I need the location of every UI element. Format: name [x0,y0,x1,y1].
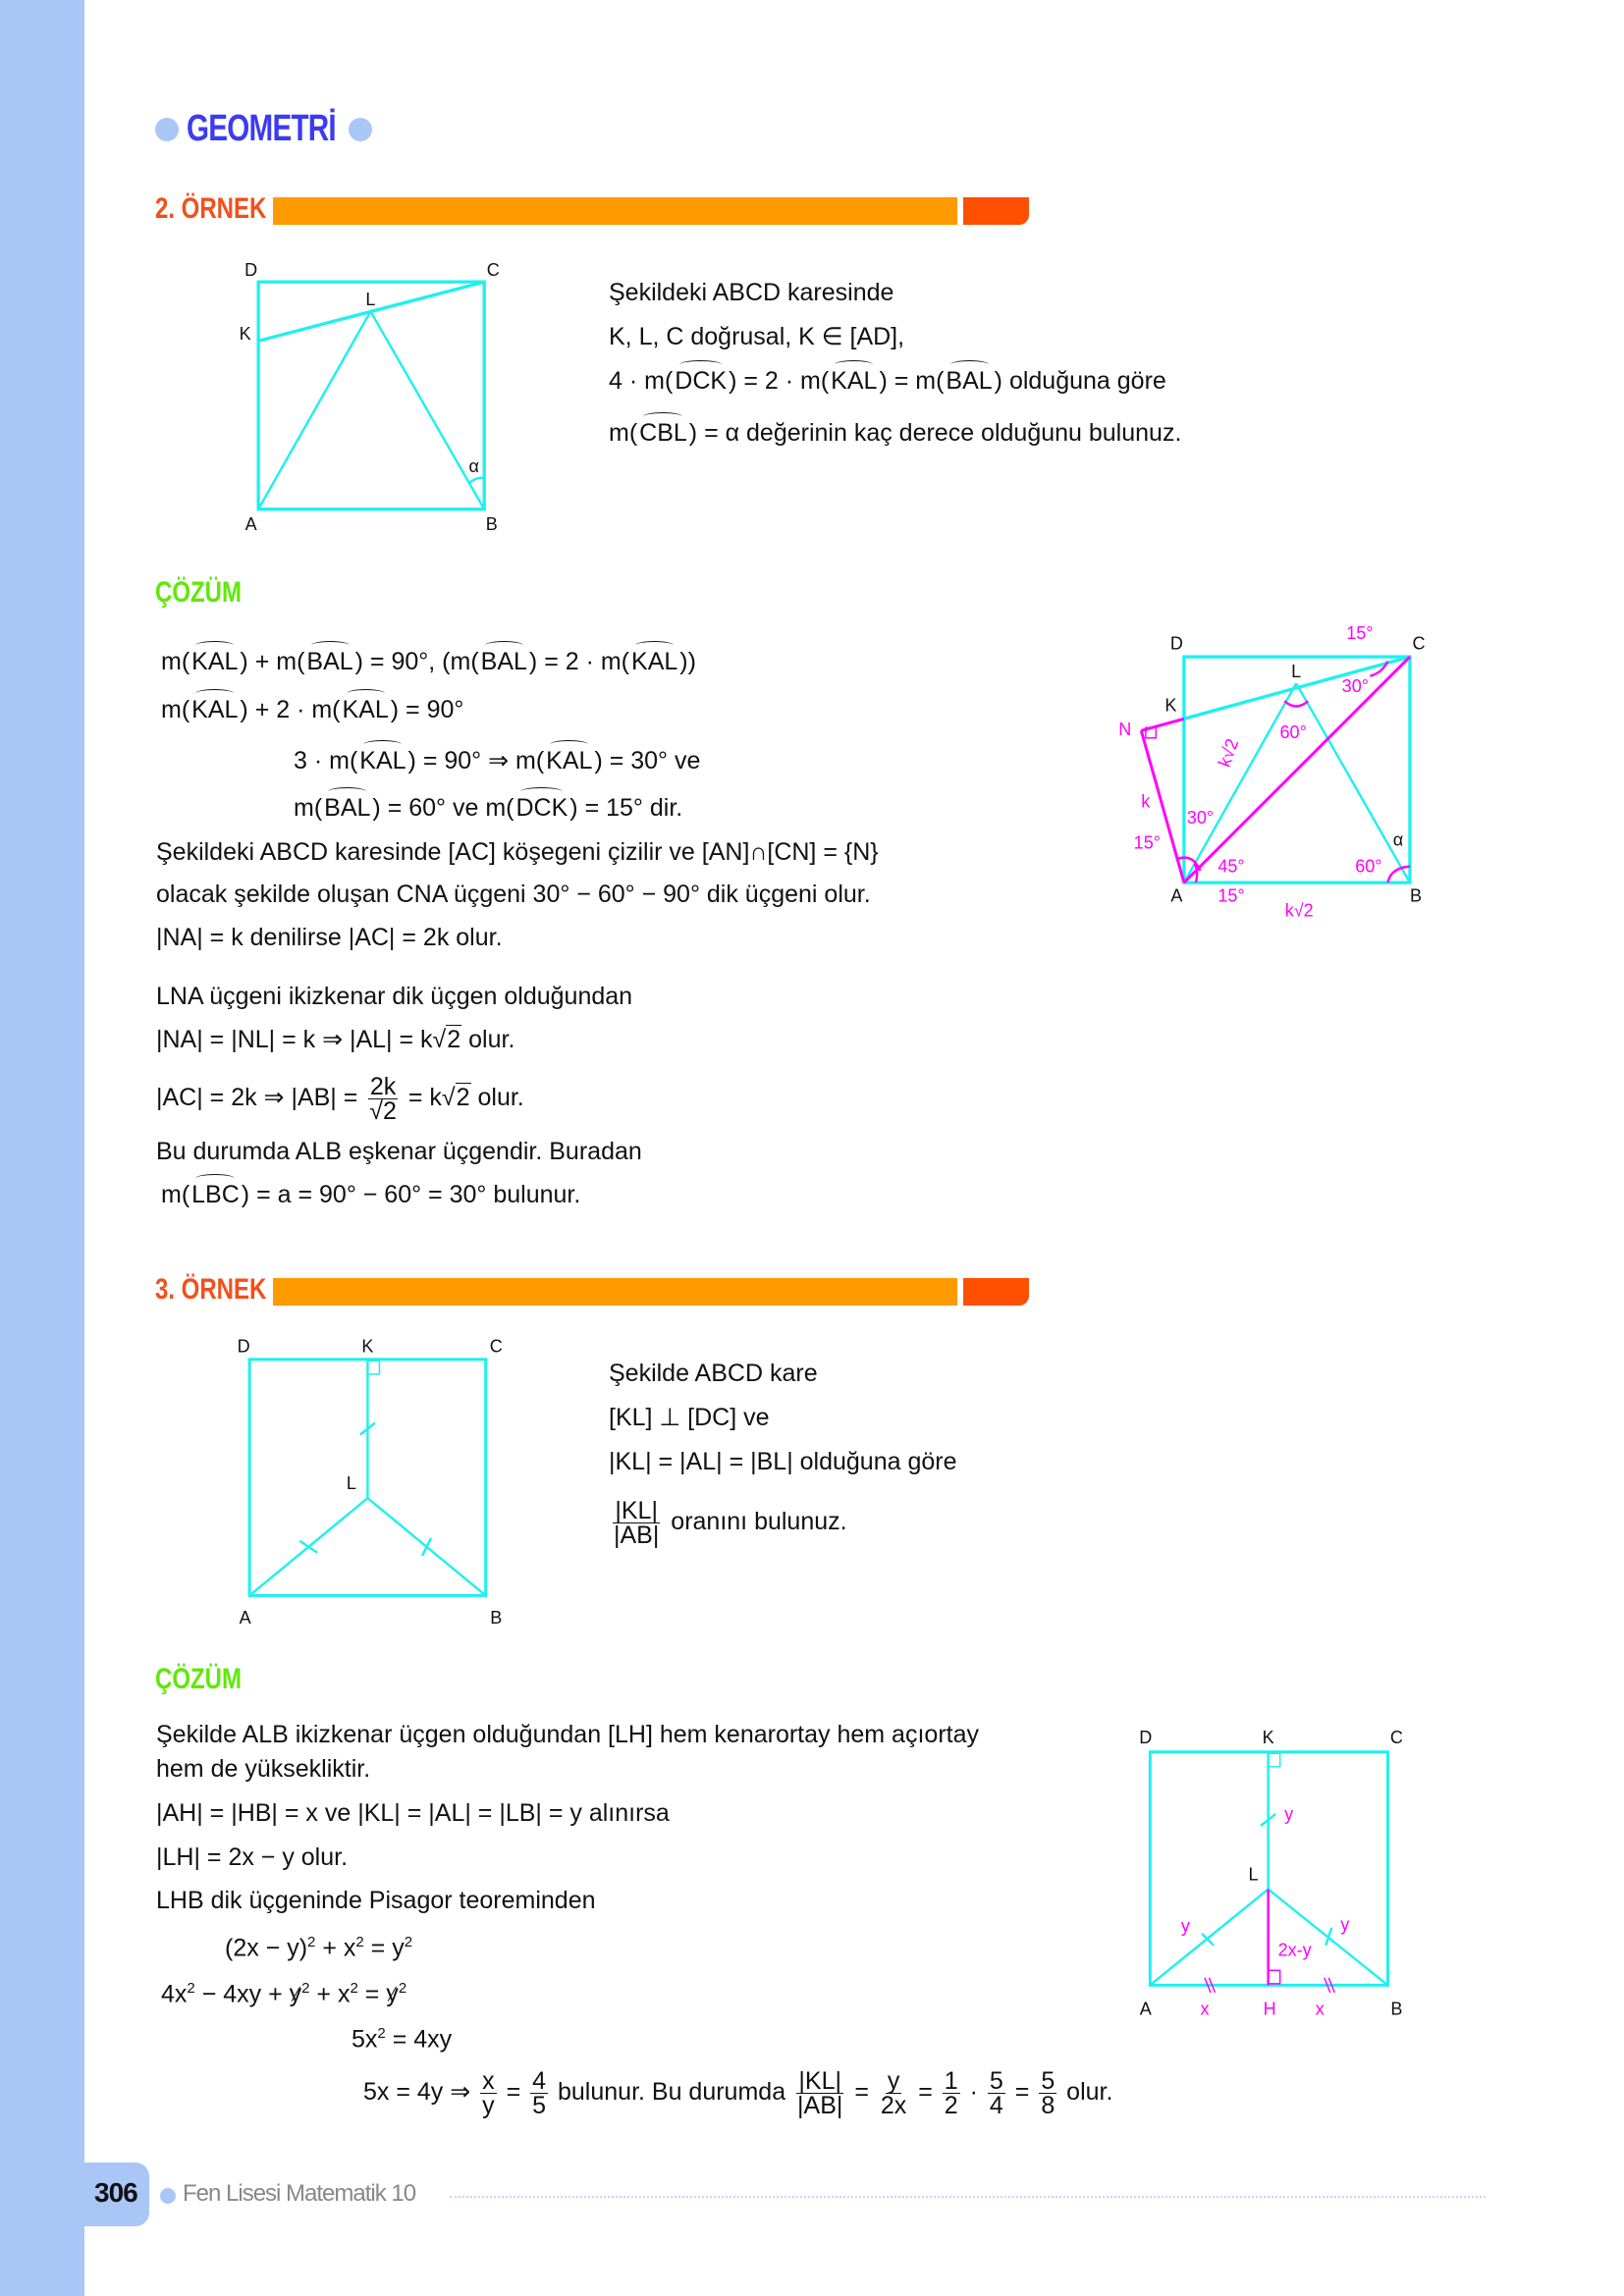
text-segment: oranını bulunuz. [664,1508,847,1536]
numerator: |KL| [798,2067,841,2095]
figure-solution-2 [1141,657,1410,882]
angle-arc-a [1176,858,1200,872]
angle-15-c: 15° [1346,623,1374,644]
example-bar [273,197,957,225]
fraction [879,2069,908,2117]
radical-sign: √ [432,1026,447,1053]
text-segment: LNA üçgeni ikizkenar dik üçgen olduğundan [156,983,633,1010]
length-al: y [1180,1916,1190,1937]
solution-line [156,1842,348,1873]
text-segment: = [357,1980,387,2008]
alpha-arc [469,478,484,483]
numerator: y [887,2067,900,2095]
label-a: A [244,513,257,534]
text-segment: ) = 2 · m( [528,648,630,675]
angle-notation: BAL [946,367,993,395]
fraction [530,2069,548,2117]
denominator: y [482,2092,495,2119]
figure-2-labels [1118,623,1425,921]
numerator: 4 [532,2067,547,2095]
text-segment: ) = 2 · m( [729,367,830,395]
radicand: 2 [447,1026,461,1053]
angle-60-b: 60° [1355,856,1382,877]
exponent: 2 [398,1980,407,1997]
angle-notation: DCK [515,794,568,822]
label-l: L [1291,662,1302,682]
denominator: 4 [989,2092,1003,2119]
numerator: 5 [1041,2067,1056,2095]
cancelled-term: y [289,1980,302,2008]
exponent: 2 [404,1934,413,1950]
fraction [988,2069,1005,2117]
angle-notation: KAL [191,648,239,675]
label-d: D [237,1336,250,1357]
text-segment: LHB dik üçgeninde Pisagor teoreminden [156,1887,596,1914]
denominator: 2 [944,2092,958,2119]
square-root [442,1083,471,1111]
bullet-icon [349,118,372,141]
text-segment: = k [401,1084,442,1112]
text-segment: 3 · m( [294,747,358,774]
denominator: |AB| [614,1522,660,1549]
solution-line [294,792,682,824]
square-root [433,1025,462,1053]
equal-mark [1205,1978,1216,1993]
text-segment: |AC| = 2k ⇒ |AB| = [156,1084,365,1112]
question-line [609,277,893,308]
section-header [155,108,372,150]
angle-notation: LBC [191,1181,240,1208]
text-segment: |NA| = k denilirse |AC| = 2k olur. [156,924,503,951]
angle-notation: KAL [546,747,593,774]
angle-15-a-top: 15° [1133,832,1161,853]
diagonal-ac [1184,657,1410,882]
text-segment: Şekilde ABCD kare [609,1360,818,1387]
text-segment: ) = α değerinin kaç derece olduğunu bulunuz. [688,419,1182,447]
angle-notation: KAL [831,367,878,395]
bullet-icon [160,2188,176,2204]
text-segment: 4 · m( [609,367,674,395]
text-segment: = [499,2078,528,2107]
segment-la [249,1498,367,1595]
book-title: Fen Lisesi Matematik 10 [183,2180,416,2207]
square-abcd [1184,657,1410,882]
exponent: 2 [377,2025,386,2042]
angle-notation: KAL [342,696,389,723]
figure-example-3 [249,1360,486,1596]
angle-notation: KAL [631,648,678,675]
exponent: 2 [187,1980,195,1997]
text-segment: Şekilde ALB ikizkenar üçgen olduğundan [LH] hem kenarortay hem açıortay [156,1721,979,1748]
numerator: x [482,2067,495,2095]
numerator: |KL| [615,1497,658,1524]
solution-line [352,2018,452,2055]
label-d: D [1139,1727,1153,1747]
text-segment: m( [609,419,638,447]
left-margin-strip [0,0,84,2296]
angle-30-c: 30° [1341,676,1369,697]
angle-notation: DCK [675,367,728,395]
question-line [609,1402,770,1433]
solution-line [156,1075,524,1123]
numerator: 1 [944,2067,958,2095]
label-b: B [490,1607,503,1628]
solution-line [156,836,879,868]
solution-line [156,1719,979,1750]
angle-notation: KAL [359,747,406,774]
text-segment: K, L, C doğrusal, K ∈ [AD], [609,323,905,350]
angle-45-a: 45° [1218,856,1245,877]
solution-line [156,981,632,1012]
length-bl: y [1340,1914,1350,1935]
text-segment: = y [363,1934,405,1962]
text-segment: ) = 60° ve m( [372,794,514,822]
text-segment: 4x [161,1980,188,2008]
text-segment: = [1007,2078,1037,2107]
text-segment: Bu durumda ALB eşkenar üçgendir. Buradan [156,1138,642,1165]
segment-la [258,311,370,508]
label-n: N [1118,719,1132,739]
segment-kc [1184,657,1410,719]
tick-mark [422,1538,431,1556]
text-segment: olur. [461,1026,515,1053]
text-segment: hem de yüksekliktir. [156,1755,371,1783]
angle-notation: KAL [191,696,239,723]
length-al: k√2 [1214,735,1243,770]
solution-line [294,745,700,776]
solution-line [156,1136,642,1167]
denominator: |AB| [797,2092,843,2119]
numerator: 5 [989,2067,1003,2095]
right-angle-mark [367,1361,379,1374]
label-b: B [1390,1999,1403,2019]
radical-sign: √ [441,1084,456,1112]
example-bar [273,1278,957,1306]
fraction [480,2069,497,2117]
figure-3-labels [238,1336,503,1628]
text-segment: Şekildeki ABCD karesinde [AC] köşegeni çizilir ve [AN]∩[CN] = {N} [156,838,879,866]
text-segment: = [847,2078,876,2107]
tick-mark [1202,1934,1214,1946]
text-segment: |KL| = |AL| = |BL| olduğuna göre [609,1448,957,1475]
label-alpha: α [1392,829,1404,850]
figure-4-labels [1139,1728,1403,2019]
square-abcd [258,282,484,509]
text-segment: )) [679,648,696,675]
angle-notation: BAL [480,648,527,675]
solution-line [156,1885,596,1916]
label-c: C [489,1336,503,1357]
label-c: C [1389,1727,1403,1747]
figure-solution-3 [1150,1752,1387,1993]
solution-line [156,879,871,910]
square-abcd [1150,1752,1387,1986]
angle-notation: BAL [324,794,371,822]
cancelled-term: y [386,1980,399,2008]
solution-line [156,1797,670,1829]
text-segment: Şekildeki ABCD karesinde [609,279,894,306]
segment-kc [258,282,484,341]
right-angle-mark [1146,727,1157,738]
solution-title: ÇÖZÜM [155,1663,242,1695]
text-segment: m( [294,794,323,822]
label-l: L [365,290,376,310]
text-segment: |LH| = 2x − y olur. [156,1843,349,1871]
label-d: D [244,260,258,281]
solution-line [225,1927,412,1963]
right-angle-mark [1269,1970,1280,1984]
question-line [609,417,1181,449]
denominator: √2 [369,1097,397,1125]
denominator: 8 [1041,2092,1056,2119]
solution-line [161,694,463,725]
label-k: K [239,323,251,344]
text-segment: m( [161,1181,190,1208]
angle-notation: CBL [639,419,687,447]
solution-line [363,2069,1112,2117]
text-segment: ) = 90° [390,696,464,723]
angle-arc-c [1370,662,1387,676]
label-k: K [1262,1727,1274,1747]
text-segment: − 4xy + [194,1980,290,2008]
segment-lb [1296,683,1410,882]
solution-title: ÇÖZÜM [155,576,242,609]
solution-line [156,1024,514,1055]
page-number: 306 [94,2177,137,2208]
label-b: B [485,513,498,534]
right-angle-mark [1269,1753,1280,1767]
segment-lb [1269,1890,1388,1986]
label-a: A [1139,1999,1152,2019]
solution-line [156,922,503,953]
label-k: K [1164,695,1177,716]
square-abcd [249,1360,486,1596]
segment-nk [1141,719,1184,730]
figure-1-labels [240,260,500,534]
fraction [943,2069,960,2117]
label-l: L [1248,1864,1259,1885]
label-alpha: α [468,456,479,477]
segment-na [1141,730,1184,882]
text-segment: ) + m( [240,648,305,675]
text-segment: ) = 30° ve [594,747,701,774]
equal-mark [1325,1978,1335,1993]
length-hb: x [1315,1999,1325,2019]
solution-line [161,646,696,677]
question-line [609,321,904,352]
text-segment: = 4xy [385,2025,453,2054]
label-l: L [346,1473,356,1494]
text-segment: 5x = 4y ⇒ [363,2078,478,2107]
angle-15-a-bottom: 15° [1218,885,1245,906]
exponent: 2 [350,1980,358,1997]
text-segment: olacak şekilde oluşan CNA üçgeni 30° − 60° − 90° dik üçgeni olur. [156,881,871,908]
text-segment: m( [161,696,190,723]
footer-divider [450,2196,1486,2198]
text-segment: ) = a = 90° − 60° = 30° bulunur. [241,1181,581,1208]
exponent: 2 [307,1934,316,1950]
fraction [367,1075,399,1123]
question-line [609,1358,818,1389]
length-ah: x [1200,1999,1210,2019]
angle-30-a: 30° [1186,808,1215,828]
label-a: A [1170,885,1183,906]
example-bar-end [963,1278,1029,1306]
length-kl: y [1284,1803,1294,1824]
text-segment: |NA| = |NL| = k ⇒ |AL| = k [156,1026,433,1053]
text-segment: olur. [1059,2078,1113,2107]
angle-arc-b [1387,867,1410,883]
question-line [609,1446,957,1477]
length-na: k [1141,791,1151,812]
label-c: C [486,260,500,281]
solution-line [161,1179,580,1210]
label-a: A [239,1607,251,1628]
radicand: 2 [456,1084,470,1112]
tick-mark [299,1541,317,1553]
angle-notation: BAL [306,648,353,675]
segment-la [1184,683,1296,882]
bullet-icon [155,118,179,141]
section-title: GEOMETRİ [187,108,336,149]
text-segment: ) = m( [879,367,945,395]
text-segment: = [911,2078,940,2107]
angle-60-l: 60° [1279,721,1307,742]
denominator: 5 [532,2092,547,2119]
angle-arc-a45 [1194,864,1197,883]
fraction [1039,2069,1056,2117]
segment-lb [367,1498,485,1595]
label-k: K [361,1336,374,1357]
text-segment: (2x − y) [225,1934,308,1962]
label-h: H [1263,1999,1276,2019]
text-segment: m( [161,648,190,675]
segment-lb [370,311,484,508]
label-b: B [1409,885,1422,906]
text-segment: ) = 15° dir. [569,794,683,822]
text-segment: ) = 90°, (m( [354,648,479,675]
example-bar-end [963,197,1029,225]
text-segment: + x [315,1934,356,1962]
solution-line [161,1973,406,2009]
exponent: 2 [301,1980,310,1997]
question-line [609,1499,847,1547]
example-2-title: 2. ÖRNEK [155,192,267,225]
denominator: 2x [880,2092,907,2119]
text-segment: · [962,2078,985,2107]
fraction [795,2069,844,2117]
text-segment: 5x [352,2025,378,2054]
length-lh: 2x-y [1277,1940,1312,1960]
text-segment: ) + 2 · m( [240,696,341,723]
fraction [612,1499,661,1547]
length-ab: k√2 [1284,900,1314,921]
tick-mark [1261,1814,1275,1826]
question-line [609,365,1166,397]
text-segment: [KL] ⊥ [DC] ve [609,1404,770,1431]
text-segment: olur. [470,1084,524,1112]
segment-la [1150,1890,1268,1986]
label-d: D [1169,633,1183,654]
text-segment: bulunur. Bu durumda [551,2078,793,2107]
text-segment: ) = 90° ⇒ m( [407,747,545,774]
example-3-title: 3. ÖRNEK [155,1273,267,1306]
angle-arc-l [1284,701,1308,706]
tick-mark [1326,1928,1331,1946]
solution-line [156,1753,370,1785]
exponent: 2 [355,1934,364,1950]
numerator: 2k [369,1073,397,1100]
figure-example-2 [258,282,484,509]
text-segment: ) olduğuna göre [994,367,1166,395]
text-segment: |AH| = |HB| = x ve |KL| = |AL| = |LB| = y alınırsa [156,1799,670,1827]
tick-mark [360,1422,375,1434]
text-segment: + x [309,1980,351,2008]
label-c: C [1412,633,1426,654]
